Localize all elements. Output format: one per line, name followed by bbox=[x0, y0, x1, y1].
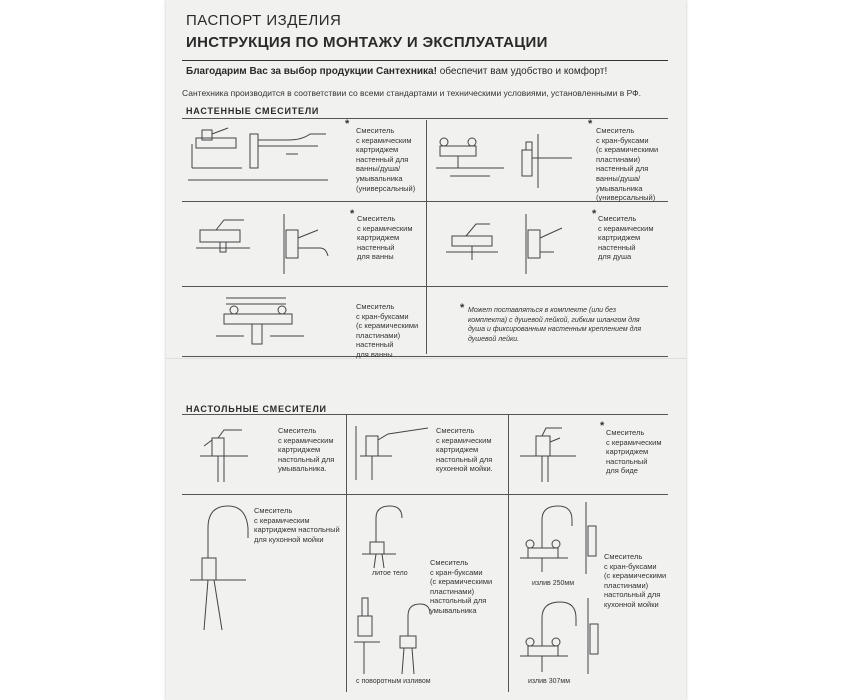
bath-mixer-drawing bbox=[190, 208, 340, 280]
table-section-heading: НАСТОЛЬНЫЕ СМЕСИТЕЛИ bbox=[186, 404, 327, 414]
shower-mixer-drawing bbox=[436, 208, 586, 280]
table-col-divider bbox=[508, 414, 509, 692]
table-section-rule bbox=[182, 414, 668, 415]
spout-250-label: излив 250мм bbox=[532, 580, 575, 587]
wall-item-star: * bbox=[592, 208, 597, 220]
table-item-caption: Смеситель с кран-буксами (с керамическими пластинами) настольный для кухонной мойки bbox=[604, 552, 667, 609]
table-item-caption: Смеситель с керамическим картриджем настольный для кухонной мойки. bbox=[436, 426, 493, 474]
thanks-line bbox=[186, 66, 607, 77]
cast-body-mixer-drawing bbox=[356, 498, 416, 570]
swivel-spout-mixer-drawing bbox=[352, 592, 442, 680]
table-row-divider bbox=[182, 494, 668, 495]
document-subtitle: ИНСТРУКЦИЯ ПО МОНТАЖУ И ЭКСПЛУАТАЦИИ bbox=[186, 34, 548, 51]
wall-row-divider bbox=[182, 286, 668, 287]
shower-kit-note: Может поставляться в комплекте (или без комплекта) с душевой лейкой, гибким шлангом для душа и фиксированным настенным креплением для душевой лейки. bbox=[468, 307, 642, 343]
wall-center-divider bbox=[426, 120, 427, 354]
bath-mixer-valves-drawing bbox=[212, 292, 322, 354]
wall-item-star: * bbox=[345, 118, 350, 130]
thanks-bold: Благодарим Вас за выбор продукции Сантехника! bbox=[186, 66, 437, 77]
wall-mixer-valves-drawing bbox=[430, 128, 590, 196]
thanks-rest: обеспечит вам удобство и комфорт! bbox=[436, 66, 608, 77]
wall-item-caption: Смеситель с кран-буксами (с керамическими пластинами) настенный для ванны/душа/ умывальника (универсальный) bbox=[596, 126, 659, 203]
kitchen-mixer-valves-250-drawing bbox=[512, 500, 602, 580]
paper-fold bbox=[166, 358, 686, 359]
wall-item-caption: Смеситель с керамическим картриджем настенный для ванны/душа/ умывальника (универсальный) bbox=[356, 126, 416, 193]
wall-item-caption: Смеситель с керамическим картриджем настенный для ванны bbox=[357, 214, 413, 262]
standards-note: Сантехника производится в соответствии со всеми стандартами и техническими условиями, установленными в РФ. bbox=[182, 88, 642, 98]
kitchen-mixer-drawing bbox=[352, 420, 442, 490]
wall-item-star: * bbox=[350, 208, 355, 220]
kitchen-mixer-valves-307-drawing bbox=[512, 596, 602, 680]
swivel-spout-label: с поворотным изливом bbox=[356, 678, 431, 685]
document-title: ПАСПОРТ ИЗДЕЛИЯ bbox=[186, 12, 342, 29]
cast-body-label: литое тело bbox=[372, 570, 408, 577]
table-item-caption: Смеситель с керамическим картриджем настольный для кухонной мойки bbox=[254, 506, 340, 544]
table-item-caption: Смеситель с кран-буксами (с керамическими пластинами) настольный для умывальника bbox=[430, 558, 493, 615]
wall-item-star: * bbox=[588, 118, 593, 130]
note-star: * bbox=[460, 302, 465, 314]
wall-mixer-universal-drawing bbox=[188, 124, 338, 196]
table-col-divider bbox=[346, 414, 347, 692]
wall-section-heading: НАСТЕННЫЕ СМЕСИТЕЛИ bbox=[186, 106, 320, 116]
wall-item-caption: Смеситель с керамическим картриджем настенный для душа bbox=[598, 214, 654, 262]
bidet-mixer-drawing bbox=[516, 420, 596, 490]
wall-section-rule bbox=[182, 118, 668, 119]
spout-307-label: излив 307мм bbox=[528, 678, 571, 685]
table-item-star: * bbox=[600, 420, 605, 432]
table-item-caption: Смеситель с керамическим картриджем настольный для биде bbox=[606, 428, 662, 476]
wall-item-caption: Смеситель с кран-буксами (с керамическими пластинами) настенный для ванны bbox=[356, 302, 419, 359]
wall-bottom-rule bbox=[182, 356, 668, 357]
table-item-caption: Смеситель с керамическим картриджем настольный для умывальника. bbox=[278, 426, 335, 474]
title-underline bbox=[182, 60, 668, 61]
basin-mixer-drawing bbox=[196, 420, 276, 490]
